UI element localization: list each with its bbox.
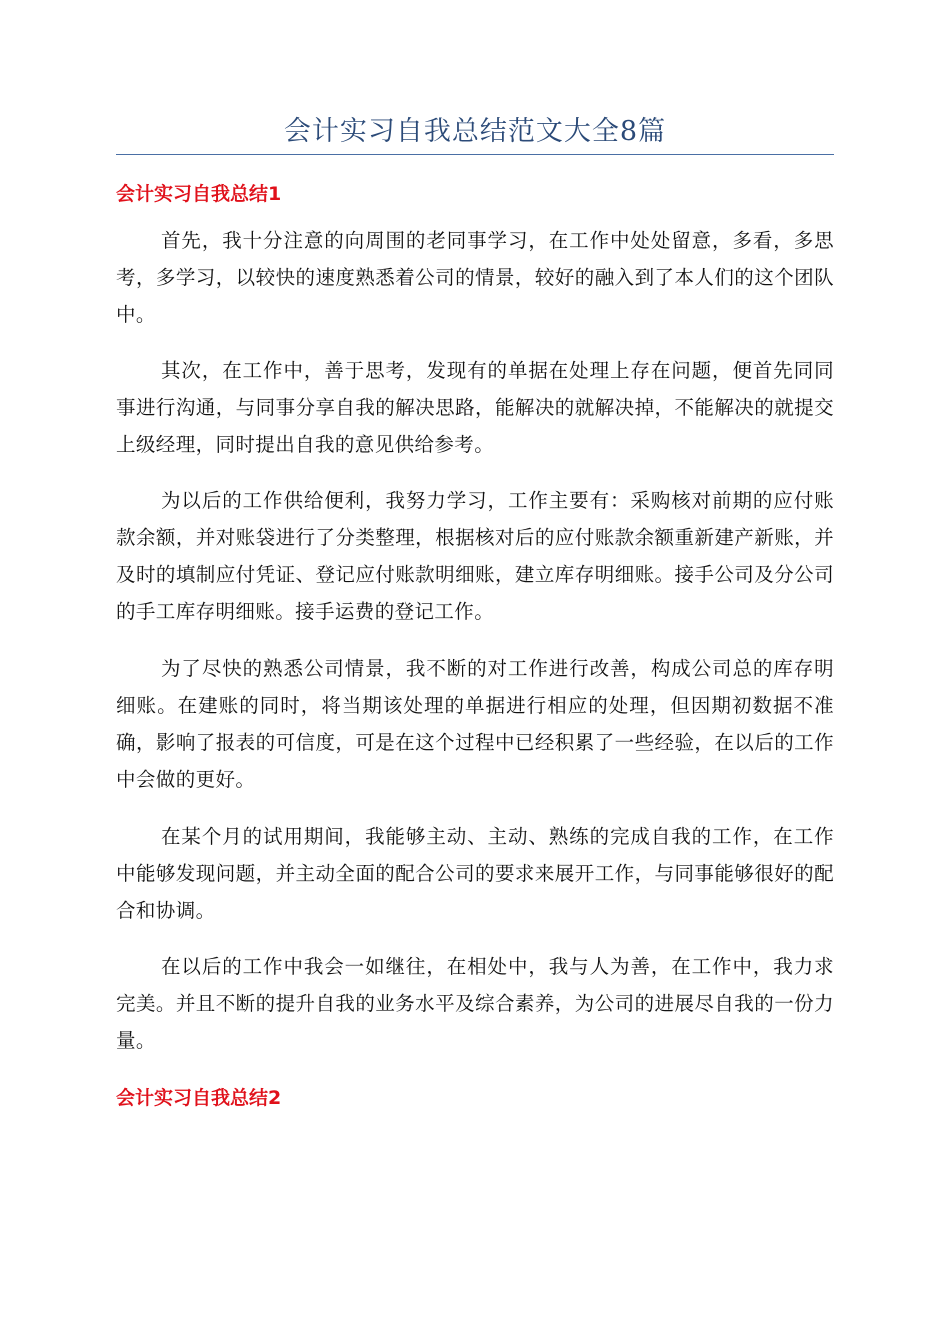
title-underline — [116, 154, 834, 155]
section-heading-1: 会计实习自我总结1 — [116, 183, 282, 205]
paragraph-4: 为了尽快的熟悉公司情景，我不断的对工作进行改善，构成公司总的库存明细账。在建账的同时，将当期该处理的单据进行相应的处理，但因期初数据不准确，影响了报表的可信度，可是在这个过程中已经积累了一些经验，在以后的工作中会做的更好。 — [116, 657, 834, 791]
paragraph-1: 首先，我十分注意的向周围的老同事学习，在工作中处处留意，多看，多思考，多学习，以较快的速度熟悉着公司的情景，较好的融入到了本人们的这个团队中。 — [116, 229, 834, 326]
section-heading-2: 会计实习自我总结2 — [116, 1087, 282, 1109]
paragraph-6: 在以后的工作中我会一如继往，在相处中，我与人为善，在工作中，我力求完美。并且不断的提升自我的业务水平及综合素养，为公司的进展尽自我的一份力量。 — [116, 955, 834, 1052]
document-title: 会计实习自我总结范文大全8篇 — [283, 116, 667, 147]
paragraph-3: 为以后的工作供给便利，我努力学习，工作主要有：采购核对前期的应付账款余额，并对账袋进行了分类整理，根据核对后的应付账款余额重新建产新账，并及时的填制应付凭证、登记应付账款明细账，建立库存明细账。接手公司及分公司的手工库存明细账。接手运费的登记工作。 — [116, 489, 834, 623]
paragraph-5: 在某个月的试用期间，我能够主动、主动、熟练的完成自我的工作，在工作中能够发现问题，并主动全面的配合公司的要求来展开工作，与同事能够很好的配合和协调。 — [116, 825, 834, 922]
paragraph-2: 其次，在工作中，善于思考，发现有的单据在处理上存在问题，便首先同同事进行沟通，与同事分享自我的解决思路，能解决的就解决掉，不能解决的就提交上级经理，同时提出自我的意见供给参考。 — [116, 359, 834, 456]
